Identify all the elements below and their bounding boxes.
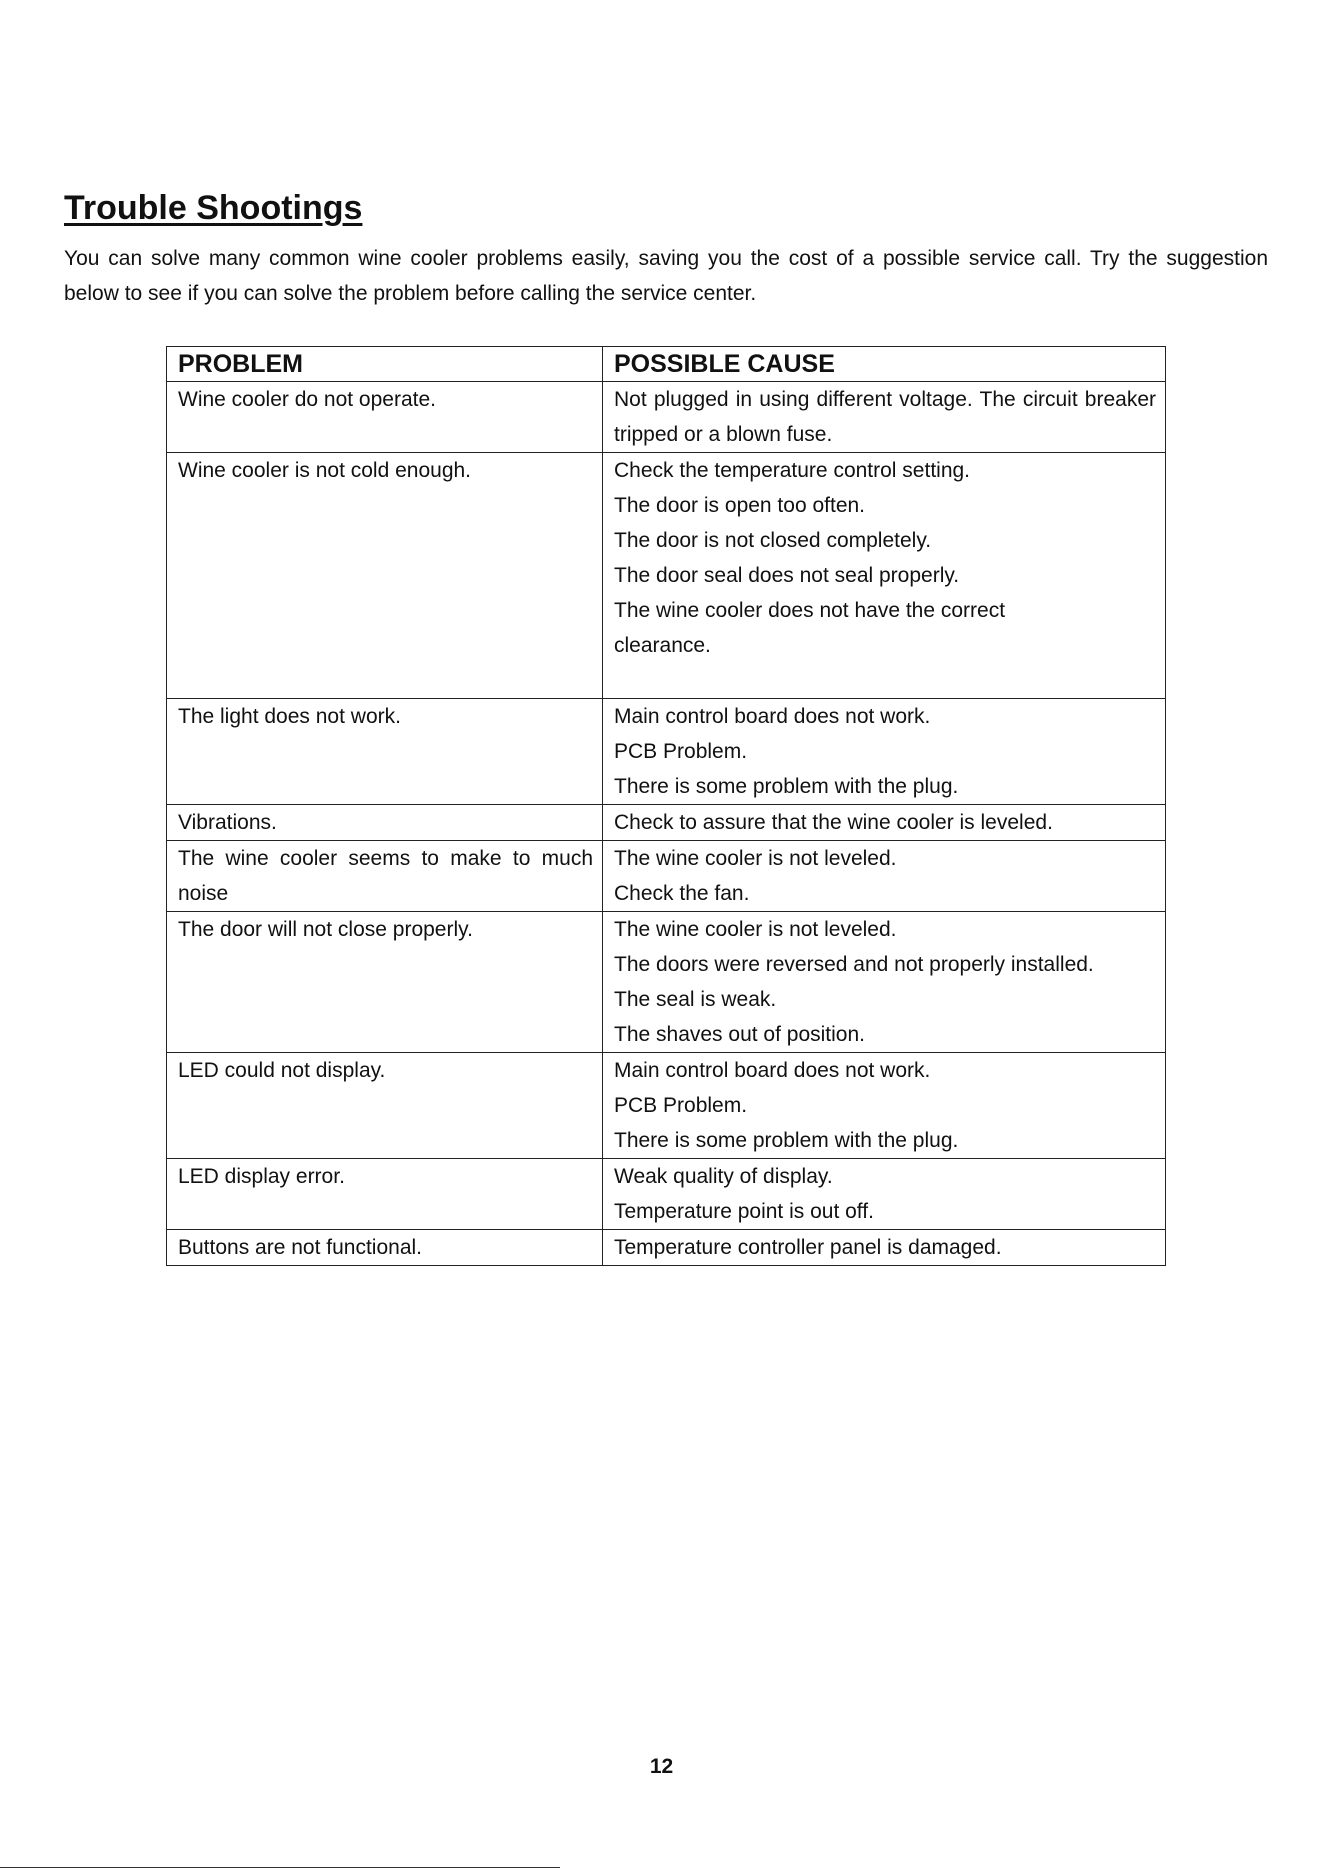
cause-line: Not plugged in using different voltage. The circuit breaker tripped or a blown fuse. xyxy=(614,388,1156,446)
cause-line: The seal is weak. xyxy=(614,988,777,1011)
cause-line: PCB Problem. xyxy=(614,740,748,763)
page-title: Trouble Shootings xyxy=(64,189,363,227)
cause-line: The door is open too often. xyxy=(614,494,866,517)
cause-line: The shaves out of position. xyxy=(614,1023,865,1046)
problem-cell: Buttons are not functional. xyxy=(167,1230,603,1266)
cause-line: Weak quality of display. xyxy=(614,1165,833,1188)
cause-cell xyxy=(603,699,1166,805)
intro-paragraph: You can solve many common wine cooler problems easily, saving you the cost of a possible service call. Try the suggestion below to see if you can solve the problem before calling the service center. xyxy=(64,247,1268,305)
problem-cell: The door will not close properly. xyxy=(167,912,603,1053)
cause-line: The doors were reversed and not properly installed. xyxy=(614,953,1094,976)
cause-line: Check the temperature control setting. xyxy=(614,459,971,482)
cause-cell xyxy=(603,805,1166,841)
table-row xyxy=(167,1053,1166,1159)
table-row xyxy=(167,699,1166,805)
table-row xyxy=(167,453,1166,699)
cause-line: Check to assure that the wine cooler is leveled. xyxy=(614,811,1053,834)
cause-line: The door is not closed completely. xyxy=(614,529,932,552)
problem-cell: The wine cooler seems to make to much noise xyxy=(167,841,603,912)
cause-cell xyxy=(603,1053,1166,1159)
table-row xyxy=(167,805,1166,841)
cause-line: Check the fan. xyxy=(614,882,750,905)
problem-cell: LED could not display. xyxy=(167,1053,603,1159)
spacer-line xyxy=(614,663,1156,698)
page-number: 12 xyxy=(649,1755,674,1778)
cause-cell xyxy=(603,382,1166,453)
troubleshooting-table xyxy=(166,346,1166,1266)
cause-line: Temperature point is out off. xyxy=(614,1200,874,1223)
cause-column-header: POSSIBLE CAUSE xyxy=(603,347,1166,382)
cause-line: There is some problem with the plug. xyxy=(614,775,959,798)
table-row xyxy=(167,1159,1166,1230)
table-row xyxy=(167,1230,1166,1266)
problem-column-header: PROBLEM xyxy=(167,347,603,382)
cause-line: The wine cooler is not leveled. xyxy=(614,847,897,870)
problem-cell: Wine cooler is not cold enough. xyxy=(167,453,603,699)
cause-line: The wine cooler does not have the correct clearance. xyxy=(614,599,1006,657)
cause-line: Main control board does not work. xyxy=(614,1059,931,1082)
cause-line: There is some problem with the plug. xyxy=(614,1129,959,1152)
table-row xyxy=(167,382,1166,453)
cause-cell xyxy=(603,912,1166,1053)
problem-cell: Wine cooler do not operate. xyxy=(167,382,603,453)
cause-line: The wine cooler is not leveled. xyxy=(614,918,897,941)
cause-line: Temperature controller panel is damaged. xyxy=(614,1236,1002,1259)
cause-cell xyxy=(603,453,1166,699)
cause-cell xyxy=(603,1159,1166,1230)
table-row xyxy=(167,912,1166,1053)
cause-cell xyxy=(603,841,1166,912)
problem-cell: The light does not work. xyxy=(167,699,603,805)
problem-cell: LED display error. xyxy=(167,1159,603,1230)
cause-line: PCB Problem. xyxy=(614,1094,748,1117)
cause-cell xyxy=(603,1230,1166,1266)
table-header-row xyxy=(167,347,1166,382)
problem-cell: Vibrations. xyxy=(167,805,603,841)
cause-line: The door seal does not seal properly. xyxy=(614,564,960,587)
cause-line: Main control board does not work. xyxy=(614,705,931,728)
footer-rule xyxy=(0,1867,560,1868)
table-row xyxy=(167,841,1166,912)
